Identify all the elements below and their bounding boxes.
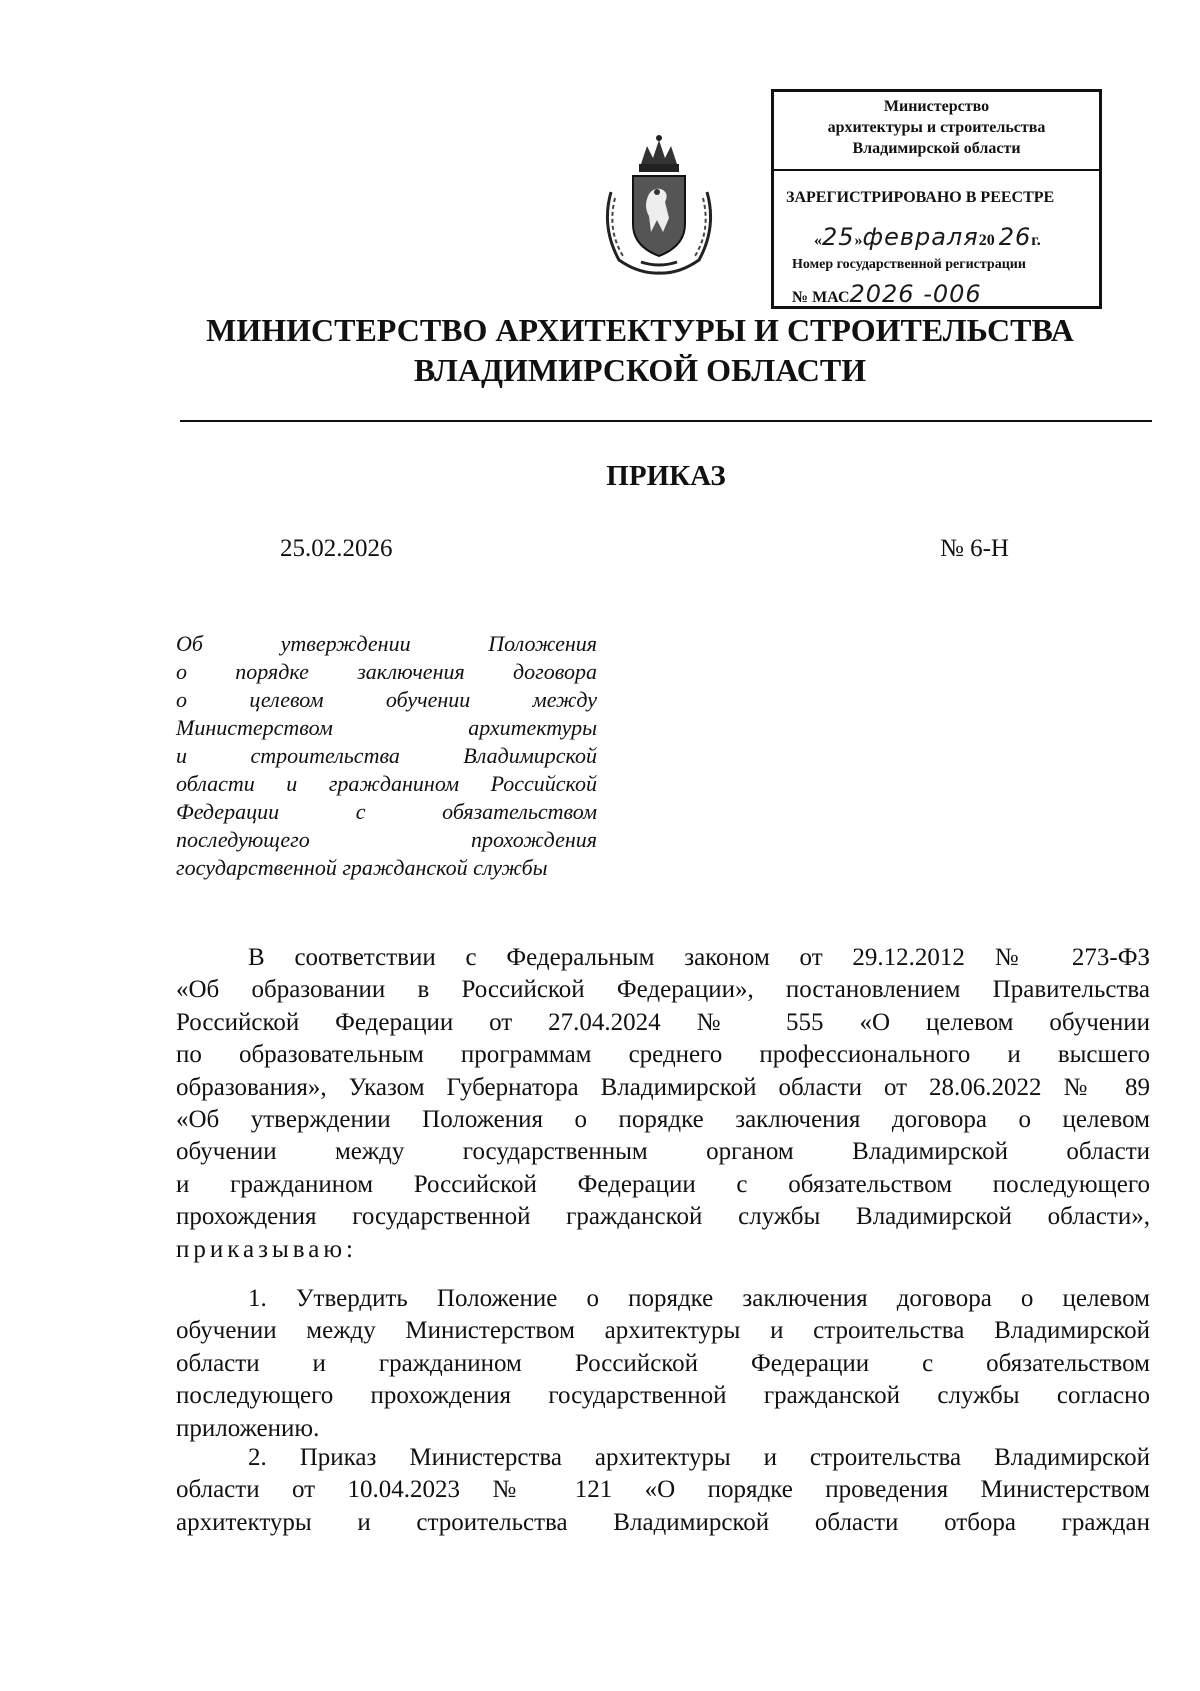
item-line: области и гражданином Российской Федерации с обязательством bbox=[176, 1349, 1150, 1377]
preamble-line: Российской Федерации от 27.04.2024 № 555 «О целевом обучении bbox=[176, 1008, 1150, 1036]
subject-line: государственной гражданской службы bbox=[176, 855, 548, 880]
stamp-date-day: 25 bbox=[822, 223, 855, 251]
stamp-date-year: 26 bbox=[998, 223, 1032, 251]
preamble-line: и гражданином Российской Федерации с обязательством последующего bbox=[176, 1170, 1150, 1198]
stamp-org-line: Министерство bbox=[883, 98, 990, 115]
stamp-date-century: 20 bbox=[978, 232, 995, 249]
order-item-1 bbox=[176, 1283, 1150, 1445]
stamp-date-open-quote: « bbox=[814, 232, 822, 249]
subject-line: Федерации с обязательством bbox=[176, 799, 597, 824]
preamble-line: образования», Указом Губернатора Владимирской области от 28.06.2022 № 89 bbox=[176, 1073, 1150, 1101]
subject-line: о порядке заключения договора bbox=[176, 659, 597, 684]
item-line: 1. Утвердить Положение о порядке заключения договора о целевом bbox=[248, 1285, 1150, 1312]
stamp-divider bbox=[774, 169, 1099, 171]
subject-line: Министерством архитектуры bbox=[176, 715, 597, 740]
document-subject bbox=[176, 630, 597, 882]
ministry-title-line: МИНИСТЕРСТВО АРХИТЕКТУРЫ И СТРОИТЕЛЬСТВА bbox=[206, 312, 1074, 348]
stamp-regnum-value: 2026 -006 bbox=[849, 280, 982, 308]
stamp-date-suffix: г. bbox=[1031, 232, 1041, 249]
item-line: архитектуры и строительства Владимирской области отбора граждан bbox=[176, 1508, 1150, 1536]
stamp-org-line: архитектуры и строительства bbox=[827, 119, 1046, 136]
stamp-regnum-label: Номер государственной регистрации bbox=[792, 257, 1026, 272]
header-divider bbox=[180, 420, 1152, 422]
item-line: приложению. bbox=[176, 1414, 320, 1442]
document-date: 25.02.2026 bbox=[280, 535, 393, 562]
document-type: ПРИКАЗ bbox=[606, 460, 726, 492]
item-line: области от 10.04.2023 № 121 «О порядке проведения Министерством bbox=[176, 1476, 1150, 1504]
coat-of-arms-icon bbox=[597, 132, 721, 277]
preamble-line: прохождения государственной гражданской службы Владимирской области», bbox=[176, 1203, 1150, 1231]
preamble-line: В соответствии с Федеральным законом от 29.12.2012 № 273-ФЗ bbox=[248, 944, 1150, 971]
stamp-date-month: февраля bbox=[862, 223, 979, 251]
item-line: 2. Приказ Министерства архитектуры и строительства Владимирской bbox=[248, 1444, 1150, 1471]
item-line: последующего прохождения государственной гражданской службы согласно bbox=[176, 1382, 1150, 1410]
stamp-organization bbox=[774, 96, 1099, 159]
ministry-title bbox=[180, 310, 1100, 390]
item-line: обучении между Министерством архитектуры и строительства Владимирской bbox=[176, 1317, 1150, 1345]
stamp-regnum bbox=[792, 280, 1092, 308]
subject-line: последующего прохождения bbox=[176, 827, 597, 852]
preamble-line: «Об утверждении Положения о порядке заключения договора о целевом bbox=[176, 1106, 1150, 1134]
preamble-paragraph bbox=[176, 942, 1150, 1266]
registration-stamp bbox=[771, 89, 1102, 309]
stamp-date-close-quote: » bbox=[854, 232, 863, 249]
stamp-registration-date bbox=[814, 223, 1094, 253]
document-number: № 6-Н bbox=[940, 535, 1009, 562]
subject-line: и строительства Владимирской bbox=[176, 743, 597, 768]
stamp-regnum-prefix: № МАС bbox=[792, 289, 850, 306]
stamp-registered-label: ЗАРЕГИСТРИРОВАНО В РЕЕСТРЕ bbox=[786, 189, 1055, 206]
subject-line: области и гражданином Российской bbox=[176, 771, 597, 796]
ministry-title-line: ВЛАДИМИРСКОЙ ОБЛАСТИ bbox=[413, 352, 867, 388]
preamble-line: «Об образовании в Российской Федерации», постановлением Правительства bbox=[176, 976, 1150, 1004]
preamble-line: по образовательным программам среднего профессионального и высшего bbox=[176, 1041, 1150, 1069]
subject-line: о целевом обучении между bbox=[176, 687, 597, 712]
stamp-org-line: Владимирской области bbox=[852, 140, 1021, 157]
order-word: приказываю: bbox=[176, 1235, 357, 1263]
preamble-line: обучении между государственным органом Владимирской области bbox=[176, 1138, 1150, 1166]
subject-line: Об утверждении Положения bbox=[176, 631, 597, 656]
order-item-2 bbox=[176, 1442, 1150, 1539]
